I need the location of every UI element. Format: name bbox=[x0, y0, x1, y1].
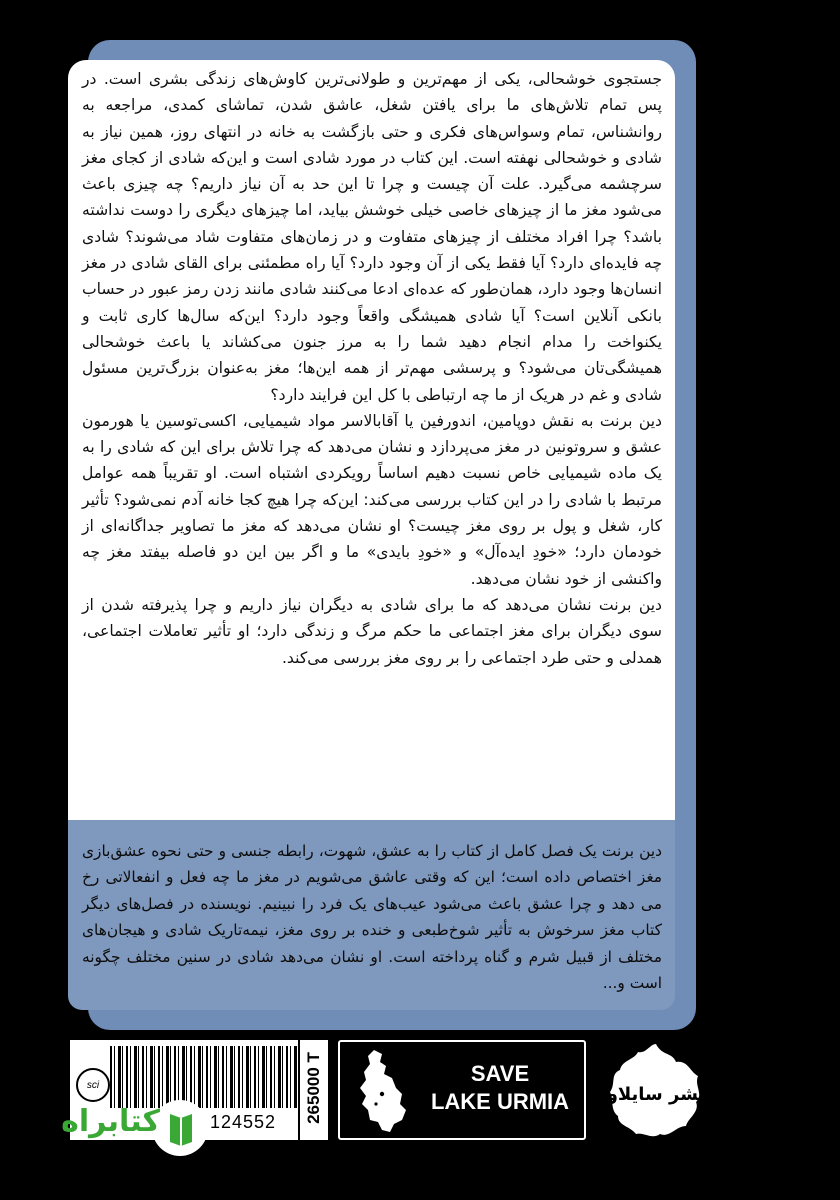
barcode-digits: 124552 bbox=[210, 1112, 277, 1132]
main-description bbox=[82, 66, 662, 671]
paragraph-intro: جستجوی خوشحالی، یکی از مهم‌ترین و طولانی‌ترین کاوش‌های زندگی بشری است. در پس تمام تلاش‌های ما برای یافتن شغل، عاشق شدن، تماشای کمدی، مراجعه به روانشناس، تمام وسواس‌های فکری و حتی بازگشت به خانه در انتهای روز، همین نیاز به شادی و خوشحالی نهفته است. این کتاب در مورد شادی است و این‌که شادی از کجای مغز سرچشمه می‌گیرد. علت آن چیست و چرا تا این حد به آن نیاز داریم؟ چه چیزی باعث می‌شود مغز ما از چیزهای خاصی خیلی خوشش بیاید، اما چیزهای دیگری را دوست نداشته باشد؟ چرا افراد مختلف از چیزهای متفاوت و در زمان‌های متفاوت شاد می‌شوند؟ شادی چه فایده‌ای دارد؟ آیا فقط یکی از آن وجود دارد؟ آیا راه مطمئنی برای القای شادی در مغز انسان‌ها وجود دارد، همان‌طور که عده‌ای ادعا می‌کنند شادی مانند زدن رمز عبور در حساب بانکی آنلاین است؟ آیا شادی همیشگی واقعاً وجود دارد؟ این‌که سال‌ها کاری ثابت و یکنواخت را مدام انجام دهید شما را به مرز جنون می‌کشاند یا باعث خوشحالی همیشگی‌تان می‌شود؟ و پرسشی مهم‌تر از همه این‌ها؛ مغز به‌عنوان بزرگ‌ترین مسئول شادی و غم در هریک از ما چه ارتباطی با کل این فرایند دارد؟ bbox=[82, 70, 662, 404]
blurb-paragraph: دین برنت یک فصل کامل از کتاب را به عشق، شهوت، رابطه جنسی و حتی نحوه عشق‌بازی مغز اختصاص داده است؛ این که وقتی عاشق می‌شویم در مغز ما چه فعل و انفعالاتی رخ می دهد و چرا عشق باعث می‌شود عیب‌های یک فرد را نبینیم. نویسنده در فصل‌های دیگر کتاب مغز سرخوش به تأثیر شوخ‌طبعی و خنده بر روی مغز، نیمه‌تاریک شادی و هیجان‌های مختلف از قبیل شرم و گناه پرداخته است. او نشان می‌دهد شادی در سنین مختلف چگونه است و... bbox=[82, 842, 662, 993]
paragraph-social: دین برنت نشان می‌دهد که ما برای شادی به دیگران نیاز داریم و چرا پذیرفته شدن از سوی دیگران برای مغز اجتماعی ما حکم مرگ و زندگی دارد؛ او تأثیر تعاملات اجتماعی، همدلی و حتی طرد اجتماعی را بر روی مغز بررسی می‌کند. bbox=[82, 595, 662, 667]
save-lake-urmia-text bbox=[420, 1060, 580, 1116]
price-strip bbox=[298, 1040, 328, 1140]
publisher-seal-icon bbox=[604, 1040, 708, 1144]
ketabrah-wordmark: کتابراه bbox=[61, 1104, 160, 1139]
price-label: 265000 T bbox=[304, 1052, 323, 1124]
sci-logo: sci bbox=[76, 1068, 110, 1102]
save-text-line1: SAVE bbox=[470, 1061, 530, 1086]
save-lake-urmia-badge bbox=[338, 1040, 586, 1140]
ketabrah-book-icon bbox=[166, 1110, 196, 1148]
lake-urmia-map-icon bbox=[352, 1048, 412, 1134]
ketabrah-watermark bbox=[40, 1096, 210, 1160]
publisher-name: نشر سایلاو bbox=[606, 1084, 706, 1105]
publisher-logo bbox=[604, 1040, 708, 1148]
paragraph-chemicals: دین برنت به نقش دوپامین، اندورفین یا آقابالاسر مواد شیمیایی، اکسی‌توسین یا هورمون عشق و سروتونین در مغز می‌پردازد و نشان می‌دهد که چرا تلاش برای این که شادی را به یک ماده شیمیایی خاص نسبت دهیم اساساً رویکردی اشتباه است. او تقریباً همه عوامل مرتبط با شادی را در این کتاب بررسی می‌کند: این‌که چرا هیچ کجا خانه آدم نمی‌شود؟ تأثیر کار، شغل و پول بر روی مغز چیست؟ او نشان می‌دهد که مغز ما تصاویر جداگانه‌ای از خودمان دارد؛ «خودِ ایده‌آل» و «خودِ بایدی» ما و اگر بین این دو فاصله بیفتد مغز چه واکنشی از خود نشان می‌دهد. bbox=[82, 411, 662, 588]
save-text-line2: LAKE URMIA bbox=[430, 1089, 570, 1114]
